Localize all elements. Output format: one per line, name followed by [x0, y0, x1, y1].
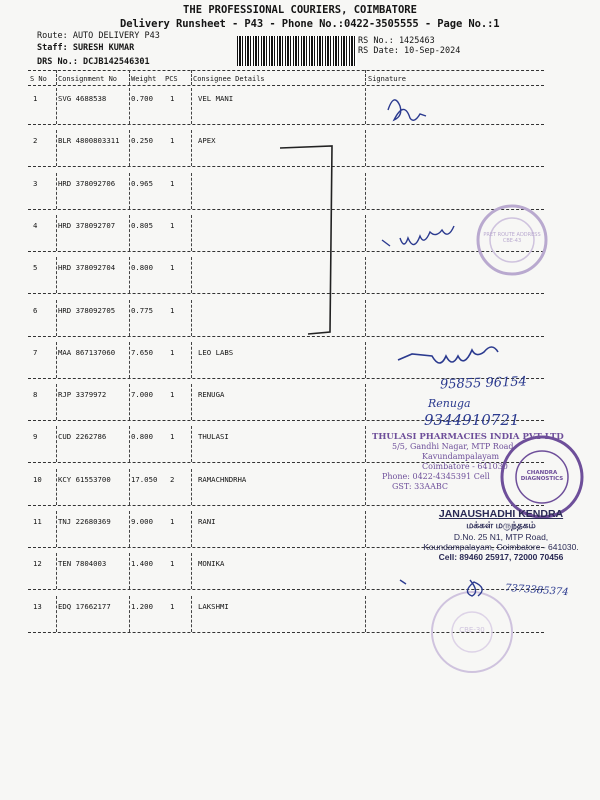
- signature-row7: [398, 347, 498, 363]
- row-weight: 17.050: [131, 475, 158, 484]
- row-sno: 3: [33, 179, 38, 188]
- row-sno: 2: [33, 136, 38, 145]
- row-weight: 0.965: [131, 179, 153, 188]
- row-pcs: 1: [170, 348, 175, 357]
- row-consignee: LEO LABS: [198, 348, 234, 357]
- row-sno: 4: [33, 221, 38, 230]
- stamp-bottom-label: CBE-30: [459, 626, 485, 634]
- row-consignment-no: BLR 4800803311: [58, 136, 120, 145]
- row-consignment-no: HRD 378092704: [58, 263, 116, 272]
- row-weight: 7.650: [131, 348, 153, 357]
- row-pcs: 1: [170, 432, 175, 441]
- signature-row4: [382, 226, 454, 246]
- row-consignee: APEX: [198, 136, 216, 145]
- row-pcs: 1: [170, 390, 175, 399]
- row-pcs: 1: [170, 263, 175, 272]
- signature-row12: [400, 580, 406, 584]
- row-consignee: MONIKA: [198, 559, 225, 568]
- row-pcs: 1: [170, 94, 175, 103]
- stamp-thulasi-pharmacies: THULASI PHARMACIES INDIA PVT LTD 5/5, Gandhi Nagar, MTP Road Kavundampalayam Coimbatore - 641030 Phone: 0422-4345391 Cell GST: 33AABC: [372, 432, 564, 491]
- row-weight: 1.400: [131, 559, 153, 568]
- row-consignment-no: KCY 61553700: [58, 475, 111, 484]
- row-consignee: RENUGA: [198, 390, 225, 399]
- row-pcs: 1: [170, 602, 175, 611]
- row-sno: 6: [33, 306, 38, 315]
- row-weight: 0.700: [131, 94, 153, 103]
- runsheet-title: Delivery Runsheet - P43 - Phone No.:0422-3505555 - Page No.:1: [120, 18, 500, 30]
- row-weight: 9.000: [131, 517, 153, 526]
- row-consignee: LAKSHMI: [198, 602, 229, 611]
- row-consignment-no: TNJ 22680369: [58, 517, 111, 526]
- row-pcs: 1: [170, 179, 175, 188]
- col-consignment: Consignment No: [58, 75, 118, 83]
- row-consignment-no: MAA 867137060: [58, 348, 116, 357]
- row-weight: 7.000: [131, 390, 153, 399]
- row-pcs: 1: [170, 517, 175, 526]
- row-weight: 1.200: [131, 602, 153, 611]
- row-sno: 5: [33, 263, 38, 272]
- row-weight: 0.250: [131, 136, 153, 145]
- row-consignee: RANI: [198, 517, 216, 526]
- row-consignee: RAMACHNDRHA: [198, 475, 247, 484]
- row-consignment-no: HRD 378092706: [58, 179, 116, 188]
- stamp-diagnostics-label: CHANDRA DIAGNOSTICS: [520, 470, 564, 482]
- row-consignee: VEL MANI: [198, 94, 234, 103]
- col-signature: Signature: [368, 75, 406, 83]
- row-sno: 10: [33, 475, 42, 484]
- handwritten-name-renuga: Renuga: [428, 397, 471, 410]
- handwritten-phone-2: 9344910721: [424, 411, 520, 429]
- row-weight: 0.800: [131, 263, 153, 272]
- signature-row1: [388, 100, 426, 120]
- col-weight: Weight: [131, 75, 157, 83]
- row-consignment-no: SVG 4688538: [58, 94, 107, 103]
- row-sno: 12: [33, 559, 42, 568]
- row-consignment-no: CUD 2262786: [58, 432, 107, 441]
- row-consignee: THULASI: [198, 432, 229, 441]
- stamp-top-label: PRET ROUTE ADDRESS CBE-43: [483, 232, 541, 244]
- drs-number: DRS No.: DCJB142546301: [37, 57, 150, 67]
- row-consignment-no: RJP 3379972: [58, 390, 107, 399]
- row-sno: 11: [33, 517, 42, 526]
- rs-number: RS No.: 1425463: [358, 36, 435, 46]
- staff-label: Staff: SURESH KUMAR: [37, 43, 135, 53]
- row-pcs: 1: [170, 306, 175, 315]
- stamp-janaushadhi: JANAUSHADHI KENDRA மக்கள் மருந்தகம் D.No. 25 N1, MTP Road, Koundampalayam, Coimbatore - 641030. Cell: 89460 25917, 72000 70456: [423, 508, 579, 562]
- row-consignment-no: HRD 378092707: [58, 221, 116, 230]
- pen-vertical-line: [280, 146, 332, 334]
- row-sno: 7: [33, 348, 38, 357]
- row-sno: 1: [33, 94, 38, 103]
- row-sno: 13: [33, 602, 42, 611]
- col-consignee: Consignee Details: [193, 75, 265, 83]
- row-sno: 8: [33, 390, 38, 399]
- row-consignment-no: TEN 7804003: [58, 559, 107, 568]
- row-consignment-no: EDQ 17662177: [58, 602, 111, 611]
- row-pcs: 1: [170, 221, 175, 230]
- row-consignment-no: HRD 378092705: [58, 306, 116, 315]
- route-label: Route: AUTO DELIVERY P43: [37, 31, 160, 41]
- col-sno: S No: [30, 75, 47, 83]
- handwritten-phone-3: 7373385374: [504, 582, 569, 599]
- row-weight: 0.775: [131, 306, 153, 315]
- rs-date: RS Date: 10-Sep-2024: [358, 46, 461, 56]
- row-weight: 0.805: [131, 221, 153, 230]
- row-weight: 0.800: [131, 432, 153, 441]
- col-pcs: PCS: [165, 75, 178, 83]
- company-title: THE PROFESSIONAL COURIERS, COIMBATORE: [183, 4, 417, 16]
- row-sno: 9: [33, 432, 38, 441]
- row-pcs: 1: [170, 559, 175, 568]
- row-pcs: 2: [170, 475, 175, 484]
- row-pcs: 1: [170, 136, 175, 145]
- signature-row13: [467, 580, 482, 596]
- handwritten-phone-1: 95855 96154: [439, 374, 528, 393]
